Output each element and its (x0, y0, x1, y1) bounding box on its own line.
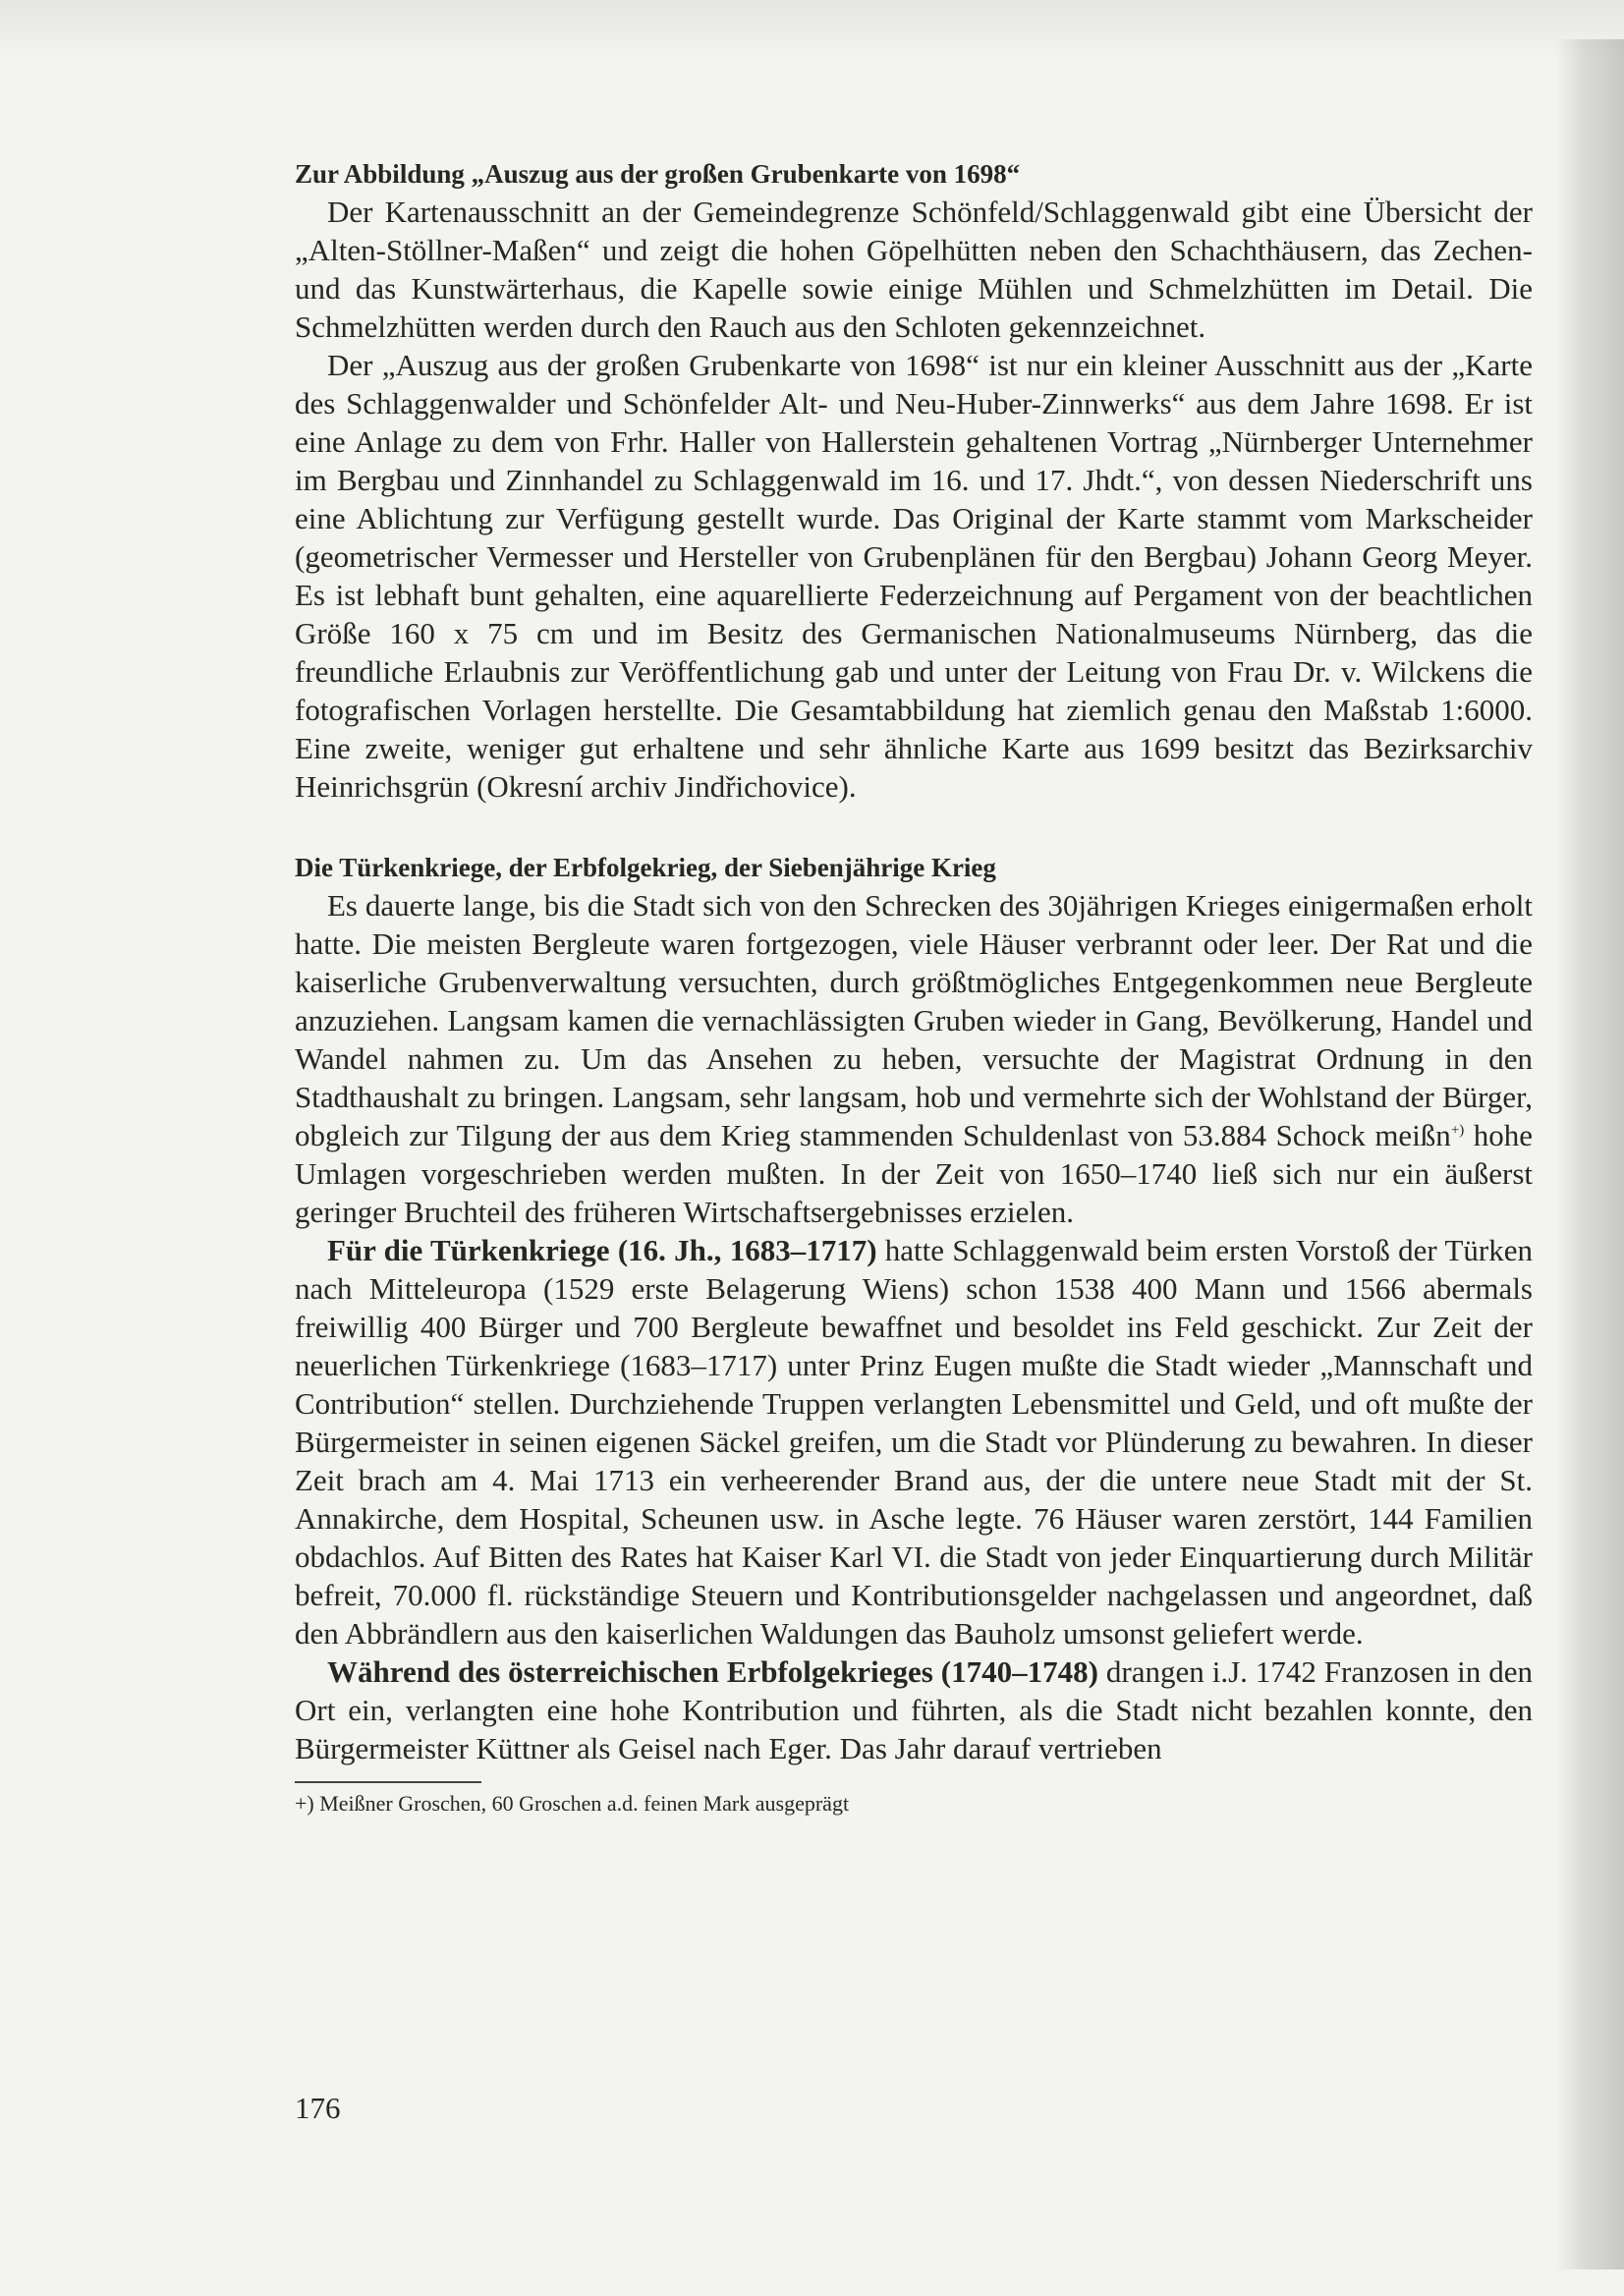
paragraph-erbfolgekrieg (295, 1652, 1533, 1767)
paragraph-auszug: Der „Auszug aus der großen Grubenkarte von 1698“ ist nur ein kleiner Ausschnitt aus der „Karte des Schlaggenwalder und Schönfelder Alt- und Neu-Huber-Zinnwerks“ aus dem Jahre 1698. Er ist eine Anlage zu dem von Frhr. Haller von Hallerstein gehaltenen Vortrag „Nürnberger Unternehmer im Bergbau und Zinnhandel zu Schlaggenwald im 16. und 17. Jhdt.“, von dessen Niederschrift uns eine Ablichtung zur Verfügung gestellt wurde. Das Original der Karte stammt vom Markscheider (geometrischer Vermesser und Hersteller von Grubenplänen für den Bergbau) Johann Georg Meyer. Es ist lebhaft bunt gehalten, eine aquarellierte Federzeichnung auf Pergament von der beachtlichen Größe 160 x 75 cm und im Besitz des Germanischen Nationalmuseums Nürnberg, das die freundliche Erlaubnis zur Veröffentlichung gab und unter der Leitung von Frau Dr. v. Wilckens die fotografischen Vorlagen herstellte. Die Gesamtabbildung hat ziemlich genau den Maßstab 1:6000. Eine zweite, weniger gut erhaltene und sehr ähnliche Karte aus 1699 besitzt das Bezirksarchiv Heinrichsgrün (Okresní archiv Jindřichovice). (295, 348, 1533, 804)
page-body (295, 155, 1533, 1819)
section-heading-tuerkenkriege: Die Türkenkriege, der Erbfolgekrieg, der Siebenjährige Krieg (295, 853, 996, 882)
paragraph-lead-tuerkenkriege: Für die Türkenkriege (16. Jh., 1683–1717) (327, 1233, 877, 1267)
paragraph-erholung (295, 886, 1533, 1231)
paragraph-text-continued: hohe Umlagen vorgeschrieben werden mußten. In der Zeit von 1650–1740 ließ sich nur ein äußerst geringer Bruchteil des früheren Wirtschaftsergebnisses erzielen. (295, 1118, 1533, 1229)
scan-top-shadow (0, 0, 1624, 59)
section-gap (295, 806, 1533, 849)
footnote-marker: +) (1450, 1122, 1465, 1139)
section-heading-abbildung: Zur Abbildung „Auszug aus der großen Grubenkarte von 1698“ (295, 159, 1021, 189)
scan-binding-shadow (1555, 39, 1624, 2269)
paragraph-text: hatte Schlaggenwald beim ersten Vorstoß der Türken nach Mitteleuropa (1529 erste Belagerung Wiens) schon 1538 400 Mann und 1566 abermals freiwillig 400 Bürger und 700 Bergleute bewaffnet und besoldet ins Feld geschickt. Zur Zeit der neuerlichen Türkenkriege (1683–1717) unter Prinz Eugen mußte die Stadt wieder „Mannschaft und Contribution“ stellen. Durchziehende Truppen verlangten Lebensmittel und Geld, und oft mußte der Bürgermeister in seinen eigenen Säckel greifen, um die Stadt vor Plünderung zu bewahren. In dieser Zeit brach am 4. Mai 1713 ein verheerender Brand aus, der die untere neue Stadt mit der St. Annakirche, dem Hospital, Scheunen usw. in Asche legte. 76 Häuser waren zerstört, 144 Familien obdachlos. Auf Bitten des Rates hat Kaiser Karl VI. die Stadt von jeder Einquartierung durch Militär befreit, 70.000 fl. rückständige Steuern und Kontributionsgelder nachgelassen und angeordnet, daß den Abbrändlern aus den kaiserlichen Waldungen das Bauholz umsonst geliefert werde. (295, 1233, 1533, 1651)
paragraph-lead-erbfolgekrieg: Während des österreichischen Erbfolgekrieges (1740–1748) (327, 1654, 1098, 1689)
paragraph-text: Es dauerte lange, bis die Stadt sich von den Schrecken des 30jährigen Krieges einigermaßen erholt hatte. Die meisten Bergleute waren fortgezogen, viele Häuser verbrannt oder leer. Der Rat und die kaiserliche Grubenverwaltung versuchten, durch größtmögliches Entgegenkommen neue Bergleute anzuziehen. Langsam kamen die vernachlässigten Gruben wieder in Gang, Bevölkerung, Handel und Wandel nahmen zu. Um das Ansehen zu heben, versuchte der Magistrat Ordnung in den Stadthaushalt zu bringen. Langsam, sehr langsam, hob und vermehrte sich der Wohlstand der Bürger, obgleich zur Tilgung der aus dem Krieg stammenden Schuldenlast von 53.884 Schock meißn (295, 888, 1533, 1152)
footnote: +) Meißner Groschen, 60 Groschen a.d. feinen Mark ausgeprägt (295, 1791, 850, 1816)
footnote-divider (295, 1781, 481, 1783)
paragraph-kartenausschnitt: Der Kartenausschnitt an der Gemeindegrenze Schönfeld/Schlaggenwald gibt eine Übersicht der „Alten-Stöllner-Maßen“ und zeigt die hohen Göpelhütten neben den Schachthäusern, das Zechen- und das Kunstwärterhaus, die Kapelle sowie einige Mühlen und Schmelzhütten im Detail. Die Schmelzhütten werden durch den Rauch aus den Schloten gekennzeichnet. (295, 195, 1533, 344)
paragraph-tuerkenkriege (295, 1231, 1533, 1652)
paragraph-text: drangen i.J. 1742 Franzosen in den Ort ein, verlangten eine hohe Kontribution und führten, als die Stadt nicht bezahlen konnte, den Bürgermeister Küttner als Geisel nach Eger. Das Jahr darauf vertrieben (295, 1654, 1533, 1765)
page-number: 176 (295, 2091, 341, 2125)
